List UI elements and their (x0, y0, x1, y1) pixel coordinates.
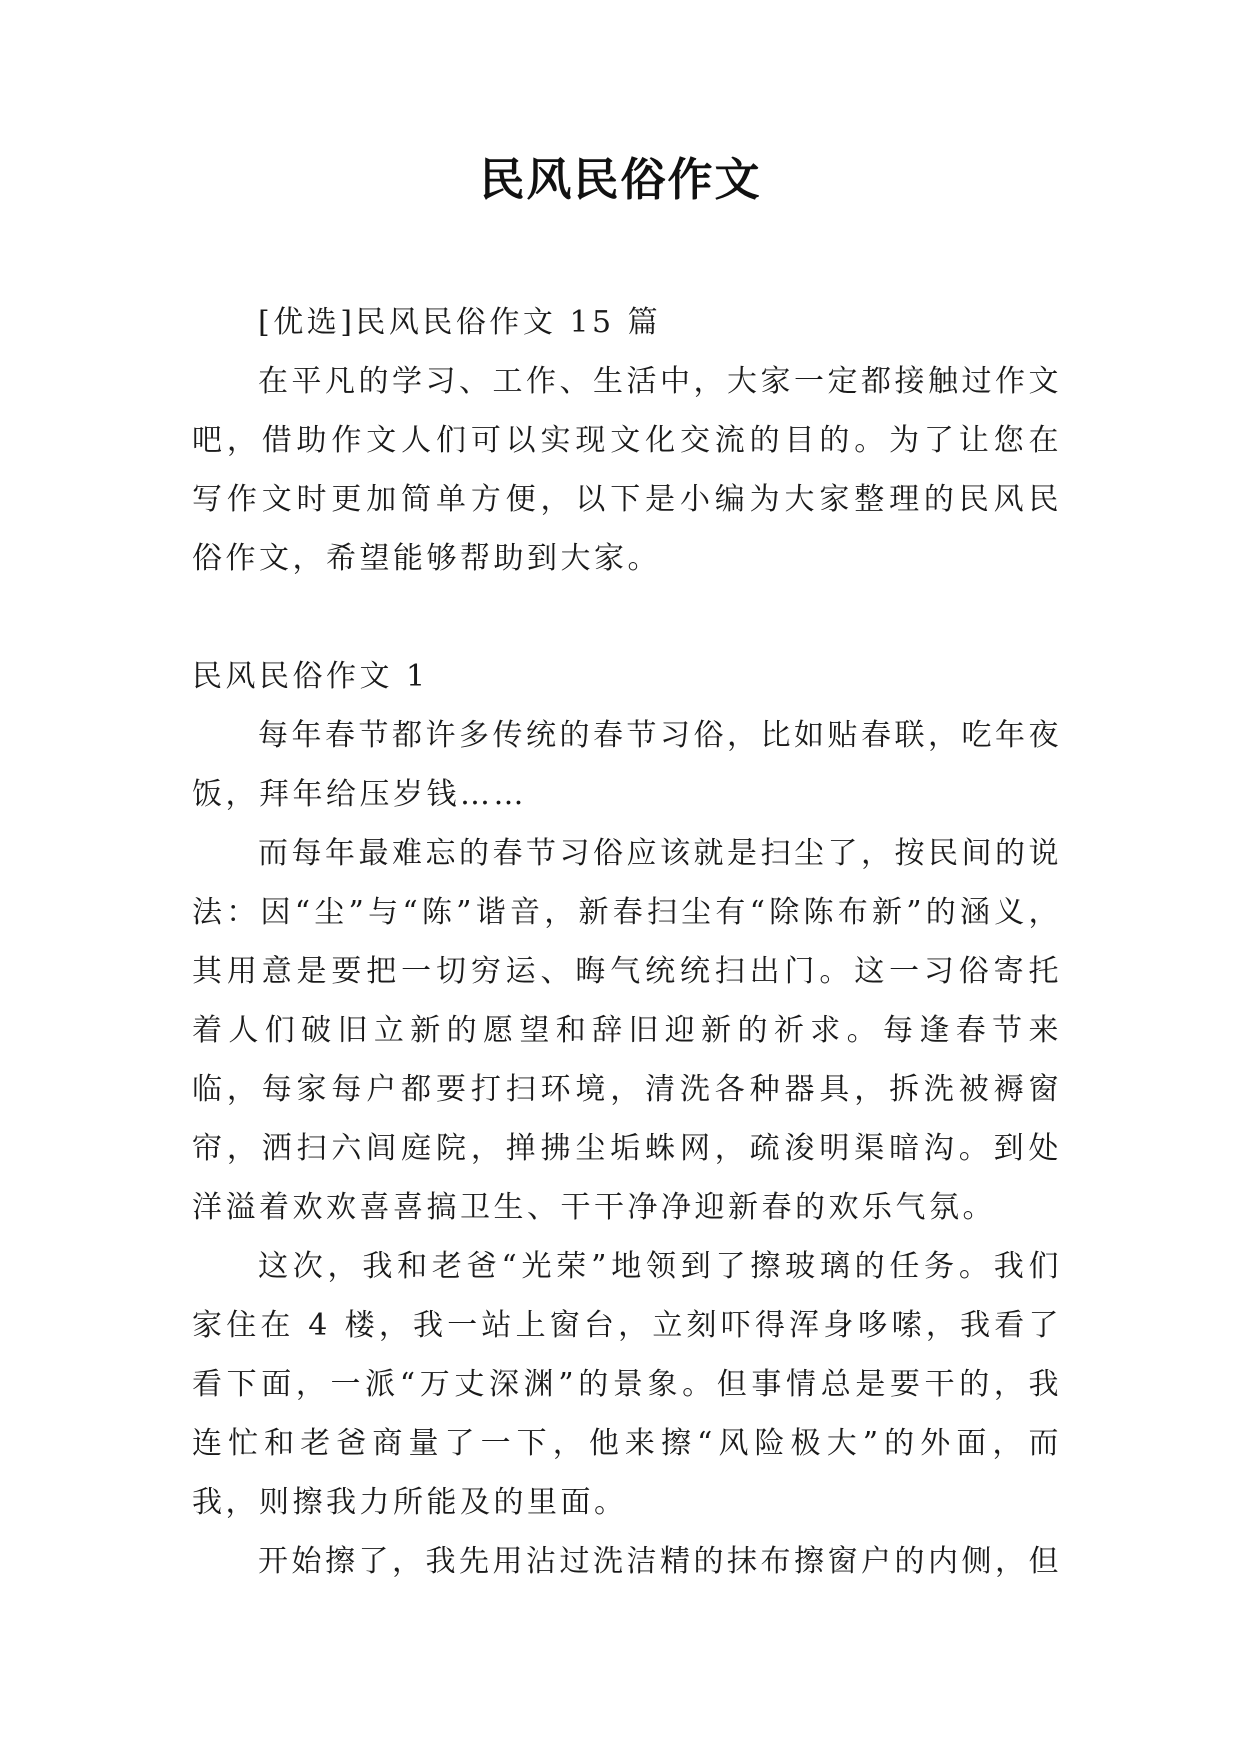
section-spacer (192, 588, 1062, 647)
document-title: 民风民俗作文 (479, 153, 762, 206)
document-body (192, 293, 1062, 1591)
intro-paragraph: 在平凡的学习、工作、生活中，大家一定都接触过作文吧，借助作文人们可以实现文化交流的目的。为了让您在写作文时更加简单方便，以下是小编为大家整理的民风民俗作文，希望能够帮助到大家。 (192, 364, 1062, 576)
body-paragraph-4: 开始擦了，我先用沾过洗洁精的抹布擦窗户的内侧，但 (258, 1544, 1062, 1579)
body-paragraph-1: 每年春节都许多传统的春节习俗，比如贴春联，吃年夜饭，拜年给压岁钱…… (192, 718, 1062, 812)
body-paragraph-3: 这次，我和老爸“光荣”地领到了擦玻璃的任务。我们家住在 4 楼，我一站上窗台，立刻吓得浑身哆嗦，我看了看下面，一派“万丈深渊”的景象。但事情总是要干的，我连忙和老爸商量了一下，他来擦“风险极大”的外面，而我，则擦我力所能及的里面。 (192, 1249, 1062, 1520)
document-subtitle: [优选]民风民俗作文 15 篇 (258, 305, 662, 340)
section-heading: 民风民俗作文 1 (192, 659, 429, 694)
body-paragraph-2: 而每年最难忘的春节习俗应该就是扫尘了，按民间的说法：因“尘”与“陈”谐音，新春扫尘有“除陈布新”的涵义，其用意是要把一切穷运、晦气统统扫出门。这一习俗寄托着人们破旧立新的愿望和辞旧迎新的祈求。每逢春节来临，每家每户都要打扫环境，清洗各种器具，拆洗被褥窗帘，洒扫六闾庭院，掸拂尘垢蛛网，疏浚明渠暗沟。到处洋溢着欢欢喜喜搞卫生、干干净净迎新春的欢乐气氛。 (192, 836, 1062, 1225)
